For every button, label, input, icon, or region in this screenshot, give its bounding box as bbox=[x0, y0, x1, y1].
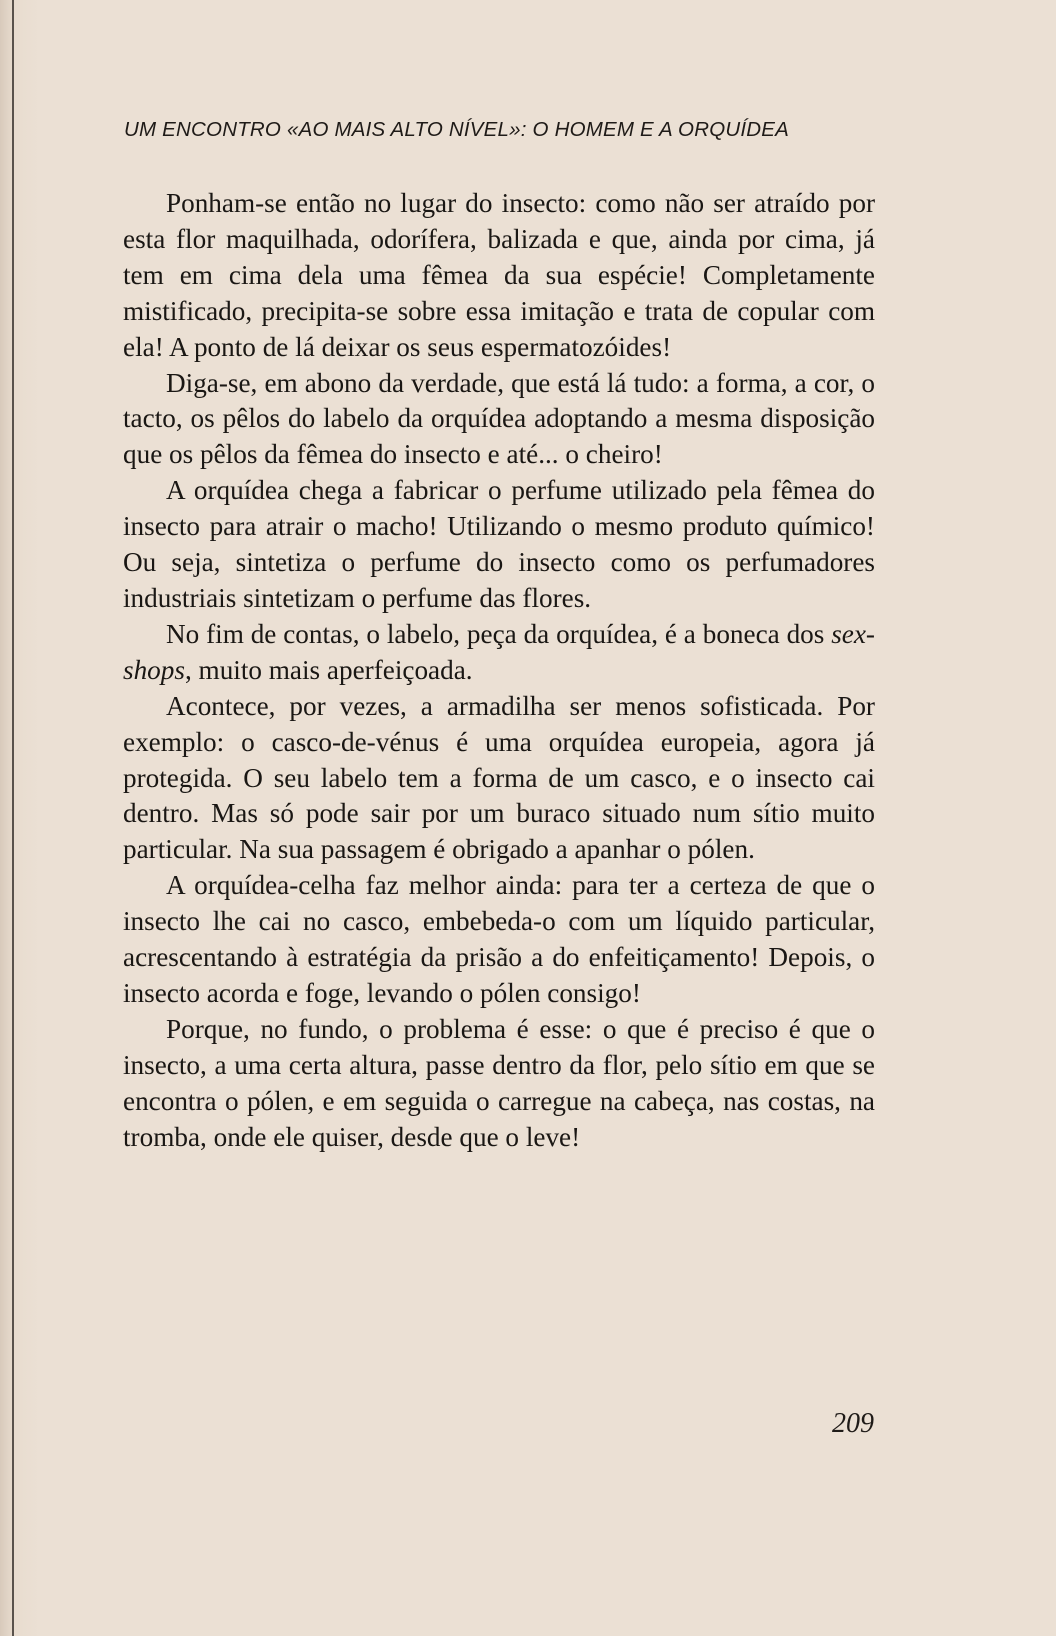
paragraph-6: A orquídea-celha faz melhor ainda: para ter a certeza de que o insecto lhe cai no casco, embebeda-o com um líquido particular, acrescentando à estratégia da prisão a do enfeitiçamento! Depois, o insecto acorda e foge, levando o pólen consigo! bbox=[123, 870, 875, 1008]
body-text bbox=[123, 186, 875, 1155]
paragraph-7: Porque, no fundo, o problema é esse: o que é preciso é que o insecto, a uma certa altura, passe dentro da flor, pelo sítio em que se encontra o pólen, e em seguida o carregue na cabeça, nas costas, na tromba, onde ele quiser, desde que o leve! bbox=[123, 1013, 875, 1152]
page-number: 209 bbox=[832, 1408, 874, 1439]
paragraph-5: Acontece, por vezes, a armadilha ser menos sofisticada. Por exemplo: o casco-de-vénus é uma orquídea europeia, agora já protegida. O seu labelo tem a forma de um casco, e o insecto cai dentro. Mas só pode sair por um buraco situado num sítio muito particular. Na sua passagem é obrigado a apanhar o pólen. bbox=[123, 690, 875, 865]
running-head: UM ENCONTRO «AO MAIS ALTO NÍVEL»: O HOMEM E A ORQUÍDEA bbox=[124, 118, 790, 141]
paragraph-4-text-after: , muito mais aperfeiçoada. bbox=[184, 654, 473, 685]
binding-gutter-line bbox=[12, 0, 14, 1636]
paragraph-4-italic-term: sex-shops bbox=[123, 618, 875, 685]
paragraph-4 bbox=[123, 617, 875, 689]
paragraph-2: Diga-se, em abono da verdade, que está lá tudo: a forma, a cor, o tacto, os pêlos do labelo da orquídea adoptando a mesma disposição que os pêlos da fêmea do insecto e até... o cheiro! bbox=[123, 367, 875, 470]
paragraph-1: Ponham-se então no lugar do insecto: como não ser atraído por esta flor maquilhada, odorífera, balizada e que, ainda por cima, já tem em cima dela uma fêmea da sua espécie! Completamente mistificado, precipita-se sobre essa imitação e trata de copular com ela! A ponto de lá deixar os seus espermatozóides! bbox=[123, 188, 875, 362]
paragraph-3: A orquídea chega a fabricar o perfume utilizado pela fêmea do insecto para atrair o macho! Utilizando o mesmo produto químico! Ou seja, sintetiza o perfume do insecto como os perfumadores industriais sintetizam o perfume das flores. bbox=[123, 475, 875, 613]
paragraph-4-text-before: No fim de contas, o labelo, peça da orquídea, é a boneca dos bbox=[166, 618, 832, 649]
